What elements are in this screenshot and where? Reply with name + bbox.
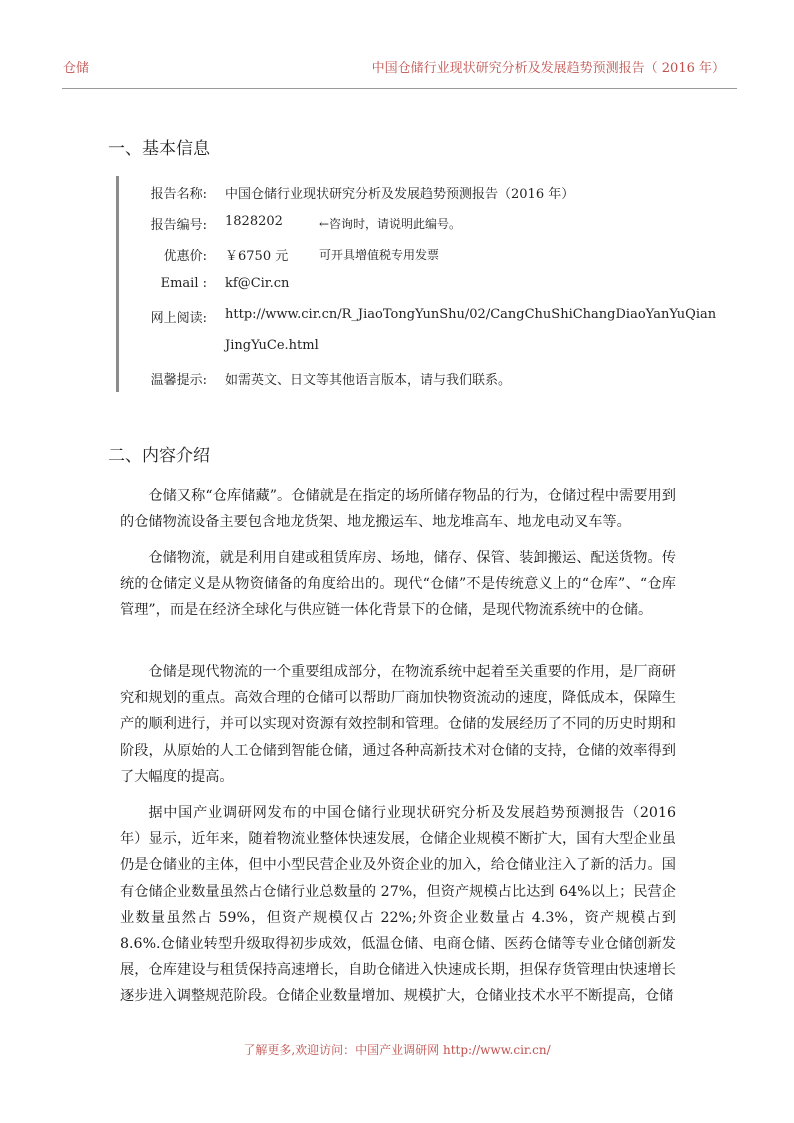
email-value[interactable]: kf@Cir.cn bbox=[225, 276, 290, 291]
header-divider bbox=[62, 88, 737, 89]
content-paragraph-4: 据中国产业调研网发布的中国仓储行业现状研究分析及发展趋势预测报告（2016 年）显示，近年来，随着物流业整体快速发展，仓储企业规模不断扩大，国有大型企业虽仍是仓储业的主体，但中小型民营企业及外资企业的加入，给仓储业注入了新的活力。国有仓储企业数量虽然占仓储行业总数量的 27%，但资产规模占比达到 64%以上；民营企业数量虽然占 59%，但资产规模仅占 22%;外资企业数量占 4.3%，资产规模占到 8.6%.仓储业转型升级取得初步成效，低温仓储、电商仓储、医药仓储等专业仓储创新发展，仓库建设与租赁保持高速增长，自助仓储进入快速成长期，担保存货管理由快速增长逐步进入调整规范阶段。仓储企业数量增加、规模扩大，仓储业技术水平不断提高，仓储 bbox=[120, 805, 676, 1005]
header-category: 仓储 bbox=[63, 61, 90, 76]
section-title-basic-info: 一、基本信息 bbox=[108, 139, 210, 159]
email-label: Email : bbox=[160, 276, 207, 291]
footer-link[interactable]: 了解更多,欢迎访问：中国产业调研网 http://www.cir.cn/ bbox=[243, 1043, 551, 1057]
price-note: 可开具增值税专用发票 bbox=[319, 248, 440, 262]
tip-label: 温馨提示: bbox=[150, 373, 207, 388]
header-report-title: 中国仓储行业现状研究分析及发展趋势预测报告（ 2016 年） bbox=[371, 61, 725, 76]
basic-info-box bbox=[116, 176, 717, 392]
online-url-line2[interactable]: JingYuCe.html bbox=[225, 338, 319, 353]
price-label: 优惠价: bbox=[163, 249, 207, 264]
content-paragraph-2: 仓储物流，就是利用自建或租赁库房、场地，储存、保管、装卸搬运、配送货物。传统的仓储定义是从物资储备的角度给出的。现代“仓储”不是传统意义上的“仓库”、“仓库管理”，而是在经济全球化与供应链一体化背景下的仓储，是现代物流系统中的仓储。 bbox=[120, 550, 676, 619]
report-id-note: ←咨询时，请说明此编号。 bbox=[319, 217, 462, 231]
online-url-line1[interactable]: http://www.cir.cn/R_JiaoTongYunShu/02/CangChuShiChangDiaoYanYuQian bbox=[225, 307, 717, 322]
tip-value: 如需英文、日文等其他语言版本，请与我们联系。 bbox=[225, 373, 512, 388]
content-paragraph-1: 仓储又称“仓库储藏”。仓储就是在指定的场所储存物品的行为，仓储过程中需要用到的仓储物流设备主要包含地龙货架、地龙搬运车、地龙堆高车、地龙电动叉车等。 bbox=[120, 488, 676, 531]
online-label: 网上阅读: bbox=[150, 311, 207, 326]
report-name-label: 报告名称: bbox=[150, 187, 207, 202]
report-name-value: 中国仓储行业现状研究分析及发展趋势预测报告（2016 年） bbox=[225, 187, 575, 202]
content-paragraph-3: 仓储是现代物流的一个重要组成部分，在物流系统中起着至关重要的作用，是厂商研究和规划的重点。高效合理的仓储可以帮助厂商加快物资流动的速度，降低成本，保障生产的顺利进行，并可以实现对资源有效控制和管理。仓储的发展经历了不同的历史时期和阶段，从原始的人工仓储到智能仓储，通过各种高新技术对仓储的支持，仓储的效率得到了大幅度的提高。 bbox=[120, 664, 676, 785]
report-id-label: 报告编号: bbox=[150, 218, 207, 233]
section-title-content: 二、内容介绍 bbox=[108, 446, 210, 466]
price-value: ￥6750 元 bbox=[225, 249, 289, 264]
report-id-value: 1828202 bbox=[225, 214, 283, 229]
